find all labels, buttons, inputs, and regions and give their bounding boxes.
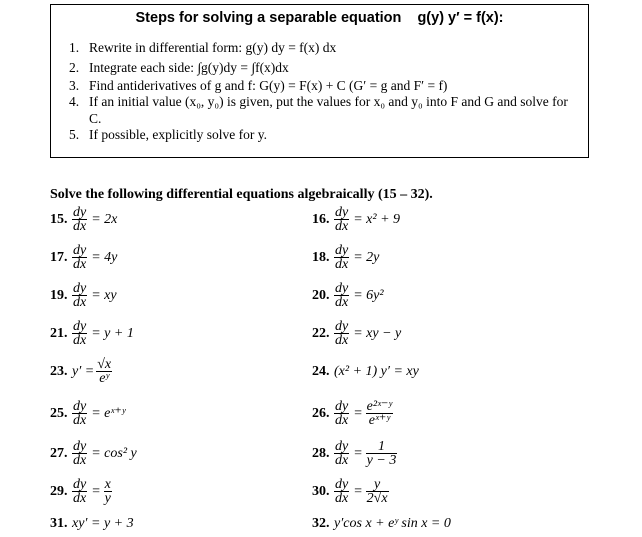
steps-list <box>69 40 579 144</box>
step-item <box>69 127 579 144</box>
derivative-fraction <box>334 400 349 427</box>
right-hand-side: = 2x <box>91 211 118 227</box>
denominator: eˣ⁺ʸ <box>368 413 390 428</box>
problem-17 <box>50 244 117 271</box>
steps-box <box>50 4 589 158</box>
numerator: dy <box>73 439 87 454</box>
rhs-fraction <box>104 478 112 505</box>
numerator: dy <box>73 477 87 492</box>
numerator: dy <box>335 477 349 492</box>
denominator: dx <box>335 219 349 234</box>
derivative-fraction <box>72 400 87 427</box>
denominator: dx <box>73 257 87 272</box>
derivative-fraction <box>72 206 87 233</box>
problem-26 <box>312 400 395 427</box>
problem-number: 20. <box>312 287 330 303</box>
rhs-fraction <box>366 440 398 467</box>
denominator: dx <box>335 453 349 468</box>
problem-number: 22. <box>312 325 330 341</box>
numerator: dy <box>73 399 87 414</box>
derivative-fraction <box>72 244 87 271</box>
denominator: y <box>104 491 111 506</box>
denominator: eʸ <box>99 371 110 386</box>
numerator: dy <box>335 243 349 258</box>
denominator: dx <box>335 491 349 506</box>
denominator: dx <box>73 453 87 468</box>
right-hand-side: = xy − y <box>353 325 402 341</box>
rhs-fraction <box>366 400 393 427</box>
denominator: dx <box>73 295 87 310</box>
problem-number: 19. <box>50 287 68 303</box>
problem-32 <box>312 516 451 532</box>
step-text: Integrate each side: ∫g(y)dy = ∫f(x)dx <box>89 59 289 75</box>
numerator: dy <box>335 399 349 414</box>
denominator: dx <box>73 333 87 348</box>
right-hand-side: = xy <box>91 287 117 303</box>
equation: xy′ = y + 3 <box>72 516 134 531</box>
equation: y′cos x + eʸ sin x = 0 <box>334 516 451 531</box>
equals-sign: = <box>353 405 363 421</box>
problem-number: 27. <box>50 445 68 461</box>
problem-number: 29. <box>50 483 68 499</box>
problem-number: 30. <box>312 483 330 499</box>
steps-title-text: Steps for solving a separable equation <box>135 10 402 26</box>
step-number: 5. <box>69 127 80 142</box>
derivative-fraction <box>334 478 349 505</box>
step-item <box>69 78 579 95</box>
step-number: 3. <box>69 77 80 93</box>
problem-21 <box>50 320 134 347</box>
problem-number: 26. <box>312 405 330 421</box>
numerator: dy <box>335 205 349 220</box>
problem-16 <box>312 206 400 233</box>
rhs-fraction <box>366 478 389 505</box>
problem-number: 16. <box>312 211 330 227</box>
steps-title-formula: g(y) y′ = f(x): <box>417 10 504 26</box>
step-text: If possible, explicitly solve for y. <box>89 127 267 142</box>
derivative-fraction <box>334 440 349 467</box>
problem-27 <box>50 440 137 467</box>
right-hand-side: = 4y <box>91 249 118 265</box>
derivative-fraction <box>334 320 349 347</box>
equals-sign: = <box>353 445 363 461</box>
numerator: dy <box>73 319 87 334</box>
derivative-fraction <box>72 320 87 347</box>
derivative-fraction <box>72 282 87 309</box>
right-hand-side: = eˣ⁺ʸ <box>91 406 126 421</box>
steps-title <box>51 10 588 26</box>
step-text: Rewrite in differential form: g(y) dy = f(x) dx <box>89 40 337 55</box>
exercises-heading: Solve the following differential equations algebraically (15 – 32). <box>50 187 433 202</box>
problem-number: 31. <box>50 516 68 531</box>
problem-25 <box>50 400 125 427</box>
step-item <box>69 94 579 127</box>
numerator: e²ˣ⁻ʸ <box>366 399 392 414</box>
step-number: 1. <box>69 40 80 55</box>
problem-22 <box>312 320 401 347</box>
derivative-fraction <box>334 206 349 233</box>
problem-18 <box>312 244 379 271</box>
step-text: If an initial value (x₀, y₀) is given, put the values for x₀ and y₀ into F and G and solve for C. <box>89 94 568 126</box>
equals-sign: = <box>91 483 101 499</box>
problem-number: 28. <box>312 445 330 461</box>
denominator: dx <box>73 491 87 506</box>
derivative-fraction <box>72 440 87 467</box>
step-item <box>69 40 579 57</box>
problem-number: 18. <box>312 249 330 265</box>
numerator: y <box>374 477 381 492</box>
derivative-fraction <box>334 244 349 271</box>
denominator: dx <box>73 219 87 234</box>
numerator: dy <box>335 319 349 334</box>
numerator: dy <box>335 439 349 454</box>
denominator: y − 3 <box>366 453 397 468</box>
equation: (x² + 1) y′ = xy <box>334 364 419 379</box>
problem-28 <box>312 440 399 467</box>
step-text: Find antiderivatives of g and f: G(y) = F(x) + C (G′ = g and F′ = f) <box>89 77 448 93</box>
numerator: dy <box>73 281 87 296</box>
problem-31 <box>50 516 134 532</box>
derivative-fraction <box>334 282 349 309</box>
denominator: dx <box>335 413 349 428</box>
step-number: 4. <box>69 94 80 109</box>
expression-fraction <box>96 358 112 385</box>
problem-number: 25. <box>50 405 68 421</box>
left-hand-side: y′ = <box>72 363 95 379</box>
problem-24 <box>312 364 419 380</box>
numerator: dy <box>73 243 87 258</box>
problem-number: 24. <box>312 364 330 379</box>
problem-number: 23. <box>50 363 68 379</box>
right-hand-side: = x² + 9 <box>353 211 401 227</box>
denominator: dx <box>335 295 349 310</box>
problem-20 <box>312 282 384 309</box>
problem-number: 17. <box>50 249 68 265</box>
problem-19 <box>50 282 117 309</box>
problem-23 <box>50 358 114 385</box>
denominator: dx <box>335 333 349 348</box>
right-hand-side: = 6y² <box>353 287 384 303</box>
problem-29 <box>50 478 114 505</box>
denominator: dx <box>73 413 87 428</box>
denominator: dx <box>335 257 349 272</box>
right-hand-side: = y + 1 <box>91 325 134 341</box>
derivative-fraction <box>72 478 87 505</box>
numerator: dy <box>335 281 349 296</box>
right-hand-side: = cos² y <box>91 445 137 461</box>
problem-number: 32. <box>312 516 330 531</box>
equals-sign: = <box>353 483 363 499</box>
right-hand-side: = 2y <box>353 249 380 265</box>
numerator: dy <box>73 205 87 220</box>
step-number: 2. <box>69 59 80 75</box>
denominator: 2√x <box>366 491 388 506</box>
numerator: 1 <box>378 439 385 454</box>
problem-30 <box>312 478 391 505</box>
problem-15 <box>50 206 117 233</box>
step-item <box>69 57 579 78</box>
numerator: √x <box>97 357 112 372</box>
problem-number: 15. <box>50 211 68 227</box>
problem-number: 21. <box>50 325 68 341</box>
numerator: x <box>104 477 111 492</box>
